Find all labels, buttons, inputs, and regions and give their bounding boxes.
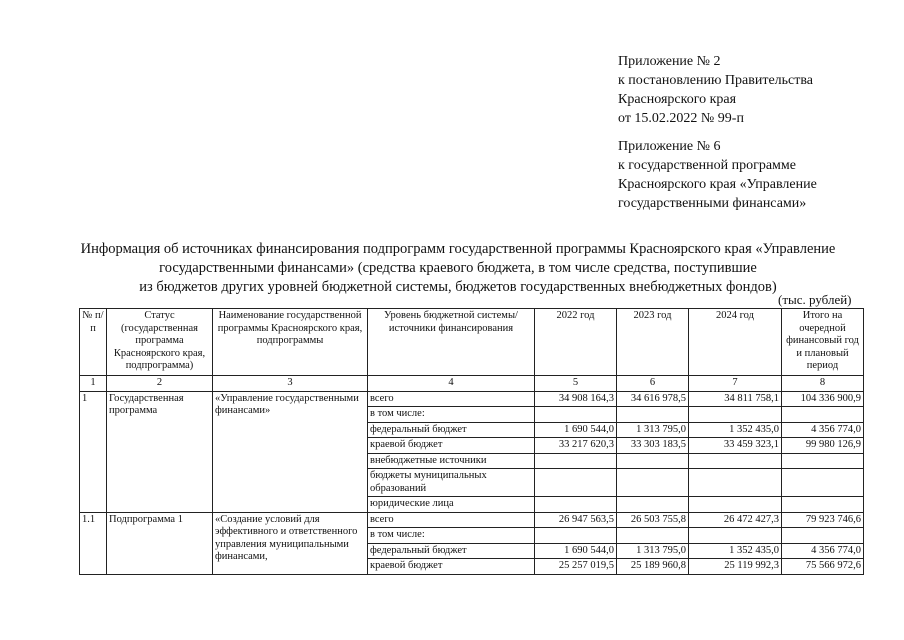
column-number: 3 <box>213 376 368 392</box>
value-2023-cell <box>617 469 689 497</box>
column-number: 4 <box>368 376 535 392</box>
column-number: 6 <box>617 376 689 392</box>
funding-level-cell: в том числе: <box>368 407 535 423</box>
funding-level-cell: федеральный бюджет <box>368 543 535 559</box>
row-number-cell: 1.1 <box>80 512 107 574</box>
value-2023-cell: 34 616 978,5 <box>617 391 689 407</box>
value-2023-cell <box>617 453 689 469</box>
value-2023-cell: 26 503 755,8 <box>617 512 689 528</box>
title-line: Информация об источниках финансирования подпрограмм государственной программы Красноярского края «Управление <box>80 241 836 257</box>
appendix-line: Приложение № 6 <box>618 139 721 154</box>
funding-level-cell: краевой бюджет <box>368 438 535 454</box>
value-2022-cell <box>535 497 617 513</box>
value-total-cell: 4 356 774,0 <box>782 543 864 559</box>
value-2024-cell: 34 811 758,1 <box>689 391 782 407</box>
funding-level-cell: в том числе: <box>368 528 535 544</box>
appendix-line: к государственной программе <box>618 158 796 173</box>
value-2023-cell: 1 313 795,0 <box>617 543 689 559</box>
appendix-line: Приложение № 2 <box>618 54 721 69</box>
funding-level-cell: федеральный бюджет <box>368 422 535 438</box>
value-2022-cell <box>535 528 617 544</box>
column-number: 1 <box>80 376 107 392</box>
value-total-cell: 104 336 900,9 <box>782 391 864 407</box>
column-number: 5 <box>535 376 617 392</box>
status-cell: Государственная программа <box>107 391 213 512</box>
value-2024-cell: 1 352 435,0 <box>689 543 782 559</box>
value-2024-cell <box>689 528 782 544</box>
value-2022-cell <box>535 469 617 497</box>
value-total-cell: 4 356 774,0 <box>782 422 864 438</box>
value-total-cell <box>782 407 864 423</box>
program-name-cell: «Управление государственными финансами» <box>213 391 368 512</box>
value-total-cell: 75 566 972,6 <box>782 559 864 575</box>
value-2024-cell <box>689 407 782 423</box>
header-cell: № п/п <box>80 309 107 376</box>
value-total-cell <box>782 453 864 469</box>
unit-label: (тыс. рублей) <box>778 292 852 307</box>
subprogram-block <box>80 512 864 574</box>
value-total-cell <box>782 528 864 544</box>
appendix-6-header <box>618 137 817 213</box>
appendix-line: государственными финансами» <box>618 196 807 211</box>
financing-table <box>79 308 864 575</box>
value-2022-cell: 25 257 019,5 <box>535 559 617 575</box>
table-header-row <box>80 309 864 376</box>
column-number: 2 <box>107 376 213 392</box>
column-number-row <box>80 376 864 392</box>
value-total-cell: 79 923 746,6 <box>782 512 864 528</box>
appendix-line: от 15.02.2022 № 99-п <box>618 111 744 126</box>
table-row <box>80 391 864 407</box>
program-name-cell: «Создание условий для эффективного и ответственного управления муниципальными финансами, <box>213 512 368 574</box>
header-cell: Уровень бюджетной системы/источники финансирования <box>368 309 535 376</box>
funding-level-cell: юридические лица <box>368 497 535 513</box>
header-cell: 2024 год <box>689 309 782 376</box>
appendix-line: Красноярского края <box>618 92 737 107</box>
funding-level-cell: краевой бюджет <box>368 559 535 575</box>
value-2024-cell <box>689 453 782 469</box>
funding-level-cell: внебюджетные источники <box>368 453 535 469</box>
status-cell: Подпрограмма 1 <box>107 512 213 574</box>
funding-level-cell: всего <box>368 391 535 407</box>
value-2024-cell <box>689 497 782 513</box>
appendix-2-header <box>618 52 813 128</box>
value-2023-cell: 33 303 183,5 <box>617 438 689 454</box>
appendix-line: к постановлению Правительства <box>618 73 814 88</box>
value-total-cell <box>782 497 864 513</box>
value-2022-cell <box>535 407 617 423</box>
value-2022-cell: 33 217 620,3 <box>535 438 617 454</box>
value-total-cell: 99 980 126,9 <box>782 438 864 454</box>
value-2022-cell <box>535 453 617 469</box>
value-2024-cell: 25 119 992,3 <box>689 559 782 575</box>
header-cell: Статус (государственная программа Красноярского края, подпрограмма) <box>107 309 213 376</box>
document-title <box>60 240 856 297</box>
value-2023-cell: 1 313 795,0 <box>617 422 689 438</box>
value-2023-cell <box>617 407 689 423</box>
value-2022-cell: 1 690 544,0 <box>535 422 617 438</box>
value-2022-cell: 26 947 563,5 <box>535 512 617 528</box>
row-number-cell: 1 <box>80 391 107 512</box>
value-2024-cell: 33 459 323,1 <box>689 438 782 454</box>
table-row <box>80 512 864 528</box>
value-2024-cell: 1 352 435,0 <box>689 422 782 438</box>
funding-level-cell: всего <box>368 512 535 528</box>
funding-level-cell: бюджеты муниципальных образований <box>368 469 535 497</box>
value-2024-cell <box>689 469 782 497</box>
program-block <box>80 391 864 512</box>
title-line: государственными финансами» (средства краевого бюджета, в том числе средства, поступившие <box>159 260 757 276</box>
header-cell: 2022 год <box>535 309 617 376</box>
appendix-line: Красноярского края «Управление <box>618 177 817 192</box>
value-2022-cell: 34 908 164,3 <box>535 391 617 407</box>
value-2023-cell: 25 189 960,8 <box>617 559 689 575</box>
column-number: 7 <box>689 376 782 392</box>
value-2023-cell <box>617 497 689 513</box>
value-2023-cell <box>617 528 689 544</box>
column-number: 8 <box>782 376 864 392</box>
value-total-cell <box>782 469 864 497</box>
header-cell: Итого на очередной финансовый год и плановый период <box>782 309 864 376</box>
title-line: из бюджетов других уровней бюджетной системы, бюджетов государственных внебюджетных фондов) <box>139 279 777 295</box>
value-2024-cell: 26 472 427,3 <box>689 512 782 528</box>
header-cell: 2023 год <box>617 309 689 376</box>
value-2022-cell: 1 690 544,0 <box>535 543 617 559</box>
header-cell: Наименование государственной программы Красноярского края, подпрограммы <box>213 309 368 376</box>
